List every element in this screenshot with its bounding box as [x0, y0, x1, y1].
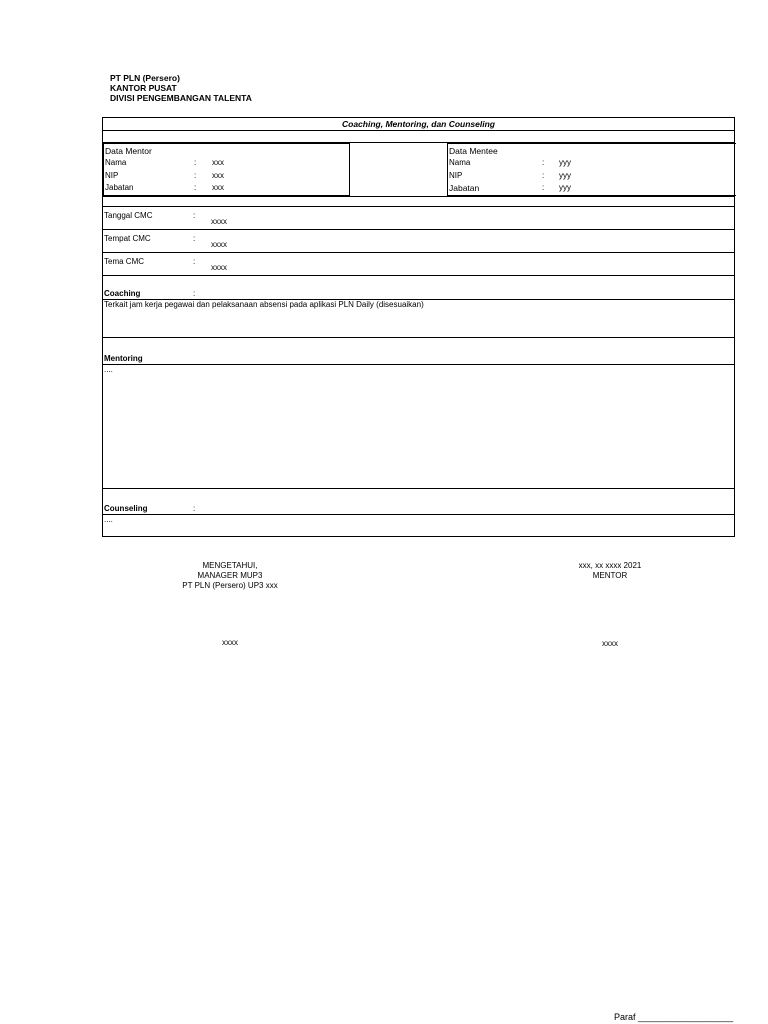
mentee-name-label: Nama	[449, 158, 471, 167]
counseling-sep: :	[193, 504, 196, 513]
mentee-nip-value[interactable]: yyy	[559, 171, 571, 180]
tanggal-cmc-value[interactable]: xxxx	[211, 217, 227, 226]
tema-cmc-label: Tema CMC	[104, 257, 145, 266]
office-name: KANTOR PUSAT	[110, 83, 177, 93]
mentor-name-label: Nama	[105, 158, 127, 167]
mentee-jabatan-value[interactable]: yyy	[559, 183, 571, 192]
mentor-box	[103, 143, 350, 196]
divider	[103, 337, 734, 338]
coaching-text[interactable]: Terkait jam kerja pegawai dan pelaksanaan absensi pada aplikasi PLN Daily (disesuaikan)	[104, 300, 424, 309]
sig-left-line1: MENGETAHUI,	[202, 561, 258, 570]
counseling-label: Counseling	[104, 504, 148, 513]
coaching-label: Coaching	[104, 289, 141, 298]
tema-cmc-sep: :	[193, 257, 196, 266]
mentee-name-value[interactable]: yyy	[559, 158, 571, 167]
divider	[103, 196, 734, 197]
sig-left-name: xxxx	[222, 638, 238, 647]
cmc-form	[102, 117, 735, 537]
counseling-text[interactable]: ....	[104, 515, 113, 524]
divider	[103, 130, 734, 131]
mentee-heading: Data Mentee	[449, 146, 498, 156]
mentor-name-sep: :	[194, 158, 197, 167]
mentee-nip-sep: :	[542, 171, 545, 180]
mentee-nip-label: NIP	[449, 171, 463, 180]
mentor-jabatan-label: Jabatan	[105, 183, 134, 192]
divider	[103, 206, 734, 207]
mentee-name-sep: :	[542, 158, 545, 167]
divider	[103, 229, 734, 230]
sig-left-line2: MANAGER MUP3	[197, 571, 263, 580]
form-title: Coaching, Mentoring, dan Counseling	[342, 119, 495, 129]
divider	[103, 488, 734, 489]
mentoring-label: Mentoring	[104, 354, 143, 363]
tempat-cmc-value[interactable]: xxxx	[211, 240, 227, 249]
tempat-cmc-label: Tempat CMC	[104, 234, 151, 243]
sig-left-line3: PT PLN (Persero) UP3 xxx	[182, 581, 278, 590]
mentee-box	[447, 143, 736, 196]
sig-right-name: xxxx	[602, 639, 618, 648]
paraf-line: Paraf ___________________	[614, 1012, 734, 1022]
tanggal-cmc-label: Tanggal CMC	[104, 211, 153, 220]
mentoring-text[interactable]: ....	[104, 365, 113, 374]
divider	[103, 252, 734, 253]
tanggal-cmc-sep: :	[193, 211, 196, 220]
mentor-nip-label: NIP	[105, 171, 119, 180]
division-name: DIVISI PENGEMBANGAN TALENTA	[110, 93, 252, 103]
divider	[103, 275, 734, 276]
mentor-name-value[interactable]: xxx	[212, 158, 224, 167]
divider	[103, 514, 734, 515]
mentor-jabatan-value[interactable]: xxx	[212, 183, 224, 192]
mentee-jabatan-label: Jabatan	[449, 183, 480, 193]
sig-right-date: xxx, xx xxxx 2021	[578, 561, 642, 570]
mentee-jabatan-sep: :	[542, 183, 545, 192]
tempat-cmc-sep: :	[193, 234, 196, 243]
mentor-nip-value[interactable]: xxx	[212, 171, 224, 180]
divider	[103, 364, 734, 365]
mentor-heading: Data Mentor	[105, 146, 152, 156]
mentor-jabatan-sep: :	[194, 183, 197, 192]
coaching-sep: :	[193, 289, 196, 298]
sig-right-role: MENTOR	[592, 571, 628, 580]
tema-cmc-value[interactable]: xxxx	[211, 263, 227, 272]
mentor-nip-sep: :	[194, 171, 197, 180]
company-name: PT PLN (Persero)	[110, 73, 180, 83]
